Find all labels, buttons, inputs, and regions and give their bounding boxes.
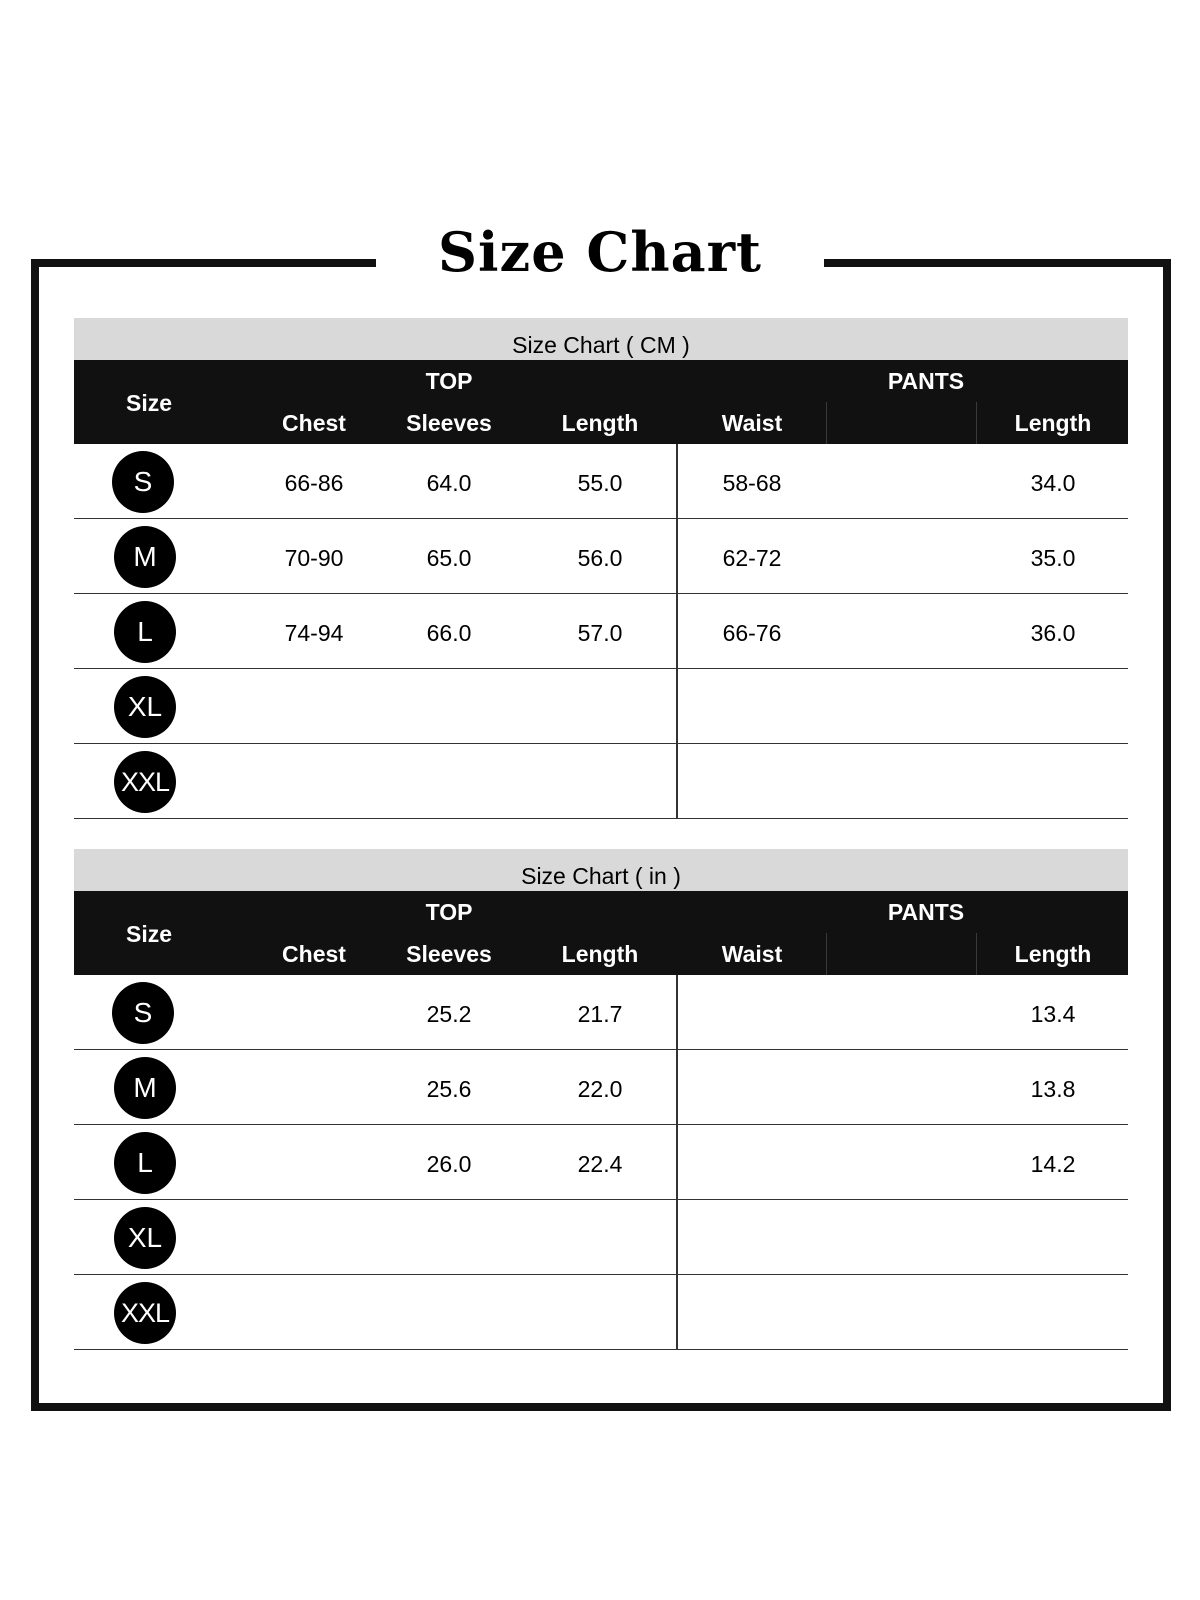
cell-chest (239, 1050, 389, 1125)
cell-waist (677, 1275, 827, 1350)
cell-sleeves (374, 1275, 524, 1350)
cell-pants-length: 13.4 (1030, 1001, 1076, 1027)
cell-sleeves: 25.6 (426, 1076, 472, 1102)
header-divider (826, 933, 827, 975)
size-badge: M (114, 526, 176, 588)
cell-length: 57.0 (577, 620, 623, 646)
header-pants: PANTS (887, 899, 965, 925)
size-badge: XL (114, 1207, 176, 1269)
header-length: Length (561, 410, 639, 436)
table-row (74, 519, 1128, 594)
cell-sleeves: 66.0 (426, 620, 472, 646)
table-row (74, 1200, 1128, 1275)
header-divider (976, 933, 977, 975)
cell-pants-length: 34.0 (1030, 470, 1076, 496)
header-top: TOP (425, 368, 473, 394)
cell-pants-length: 13.8 (1030, 1076, 1076, 1102)
cell-sleeves: 64.0 (426, 470, 472, 496)
header-size: Size (125, 921, 173, 947)
size-badge: S (112, 451, 174, 513)
size-badge: S (112, 982, 174, 1044)
header-pants-length: Length (1014, 941, 1092, 967)
cell-waist (677, 744, 827, 819)
cell-chest (239, 669, 389, 744)
size-table-in (74, 849, 1128, 1350)
header-length: Length (561, 941, 639, 967)
table-row (74, 1125, 1128, 1200)
header-divider (826, 402, 827, 444)
cell-pants-length (978, 1200, 1128, 1275)
cell-waist: 66-76 (722, 620, 782, 646)
cell-length (525, 1275, 675, 1350)
table-header (74, 891, 1128, 975)
cell-length (525, 1200, 675, 1275)
cell-length: 22.4 (577, 1151, 623, 1177)
header-pants-length: Length (1014, 410, 1092, 436)
cell-pants-length: 35.0 (1030, 545, 1076, 571)
cell-pants-length: 14.2 (1030, 1151, 1076, 1177)
cell-length: 56.0 (577, 545, 623, 571)
header-chest: Chest (282, 410, 346, 436)
cell-chest: 74-94 (284, 620, 344, 646)
cell-sleeves: 26.0 (426, 1151, 472, 1177)
table-caption: Size Chart ( CM ) (74, 318, 1128, 360)
header-pants: PANTS (887, 368, 965, 394)
cell-waist (677, 1050, 827, 1125)
size-badge: XL (114, 676, 176, 738)
table-row (74, 594, 1128, 669)
cell-waist (677, 1125, 827, 1200)
cell-waist: 58-68 (722, 470, 782, 496)
cell-waist: 62-72 (722, 545, 782, 571)
table-row (74, 744, 1128, 819)
table-row (74, 669, 1128, 744)
cell-chest: 70-90 (284, 545, 344, 571)
header-divider (976, 402, 977, 444)
header-waist: Waist (721, 941, 783, 967)
cell-pants-length (978, 1275, 1128, 1350)
cell-pants-length (978, 669, 1128, 744)
cell-chest (239, 1275, 389, 1350)
cell-chest (239, 1125, 389, 1200)
cell-sleeves (374, 1200, 524, 1275)
page-title: Size Chart (376, 212, 824, 292)
cell-pants-length (978, 744, 1128, 819)
table-row (74, 975, 1128, 1050)
cell-pants-length: 36.0 (1030, 620, 1076, 646)
table-header (74, 360, 1128, 444)
header-sleeves: Sleeves (406, 941, 492, 967)
table-row (74, 1050, 1128, 1125)
size-badge: L (114, 601, 176, 663)
cell-chest (239, 1200, 389, 1275)
cell-sleeves: 25.2 (426, 1001, 472, 1027)
table-caption: Size Chart ( in ) (74, 849, 1128, 891)
size-badge: L (114, 1132, 176, 1194)
size-badge: XXL (114, 1282, 176, 1344)
cell-waist (677, 975, 827, 1050)
cell-length (525, 744, 675, 819)
cell-chest (239, 975, 389, 1050)
header-waist: Waist (721, 410, 783, 436)
cell-length (525, 669, 675, 744)
cell-waist (677, 669, 827, 744)
size-badge: M (114, 1057, 176, 1119)
table-row (74, 1275, 1128, 1350)
cell-sleeves (374, 669, 524, 744)
cell-chest: 66-86 (284, 470, 344, 496)
cell-sleeves (374, 744, 524, 819)
cell-sleeves: 65.0 (426, 545, 472, 571)
table-row (74, 444, 1128, 519)
size-badge: XXL (114, 751, 176, 813)
cell-waist (677, 1200, 827, 1275)
header-top: TOP (425, 899, 473, 925)
cell-length: 21.7 (577, 1001, 623, 1027)
cell-length: 22.0 (577, 1076, 623, 1102)
size-table-cm (74, 318, 1128, 819)
cell-length: 55.0 (577, 470, 623, 496)
cell-chest (239, 744, 389, 819)
header-size: Size (125, 390, 173, 416)
header-sleeves: Sleeves (406, 410, 492, 436)
header-chest: Chest (282, 941, 346, 967)
